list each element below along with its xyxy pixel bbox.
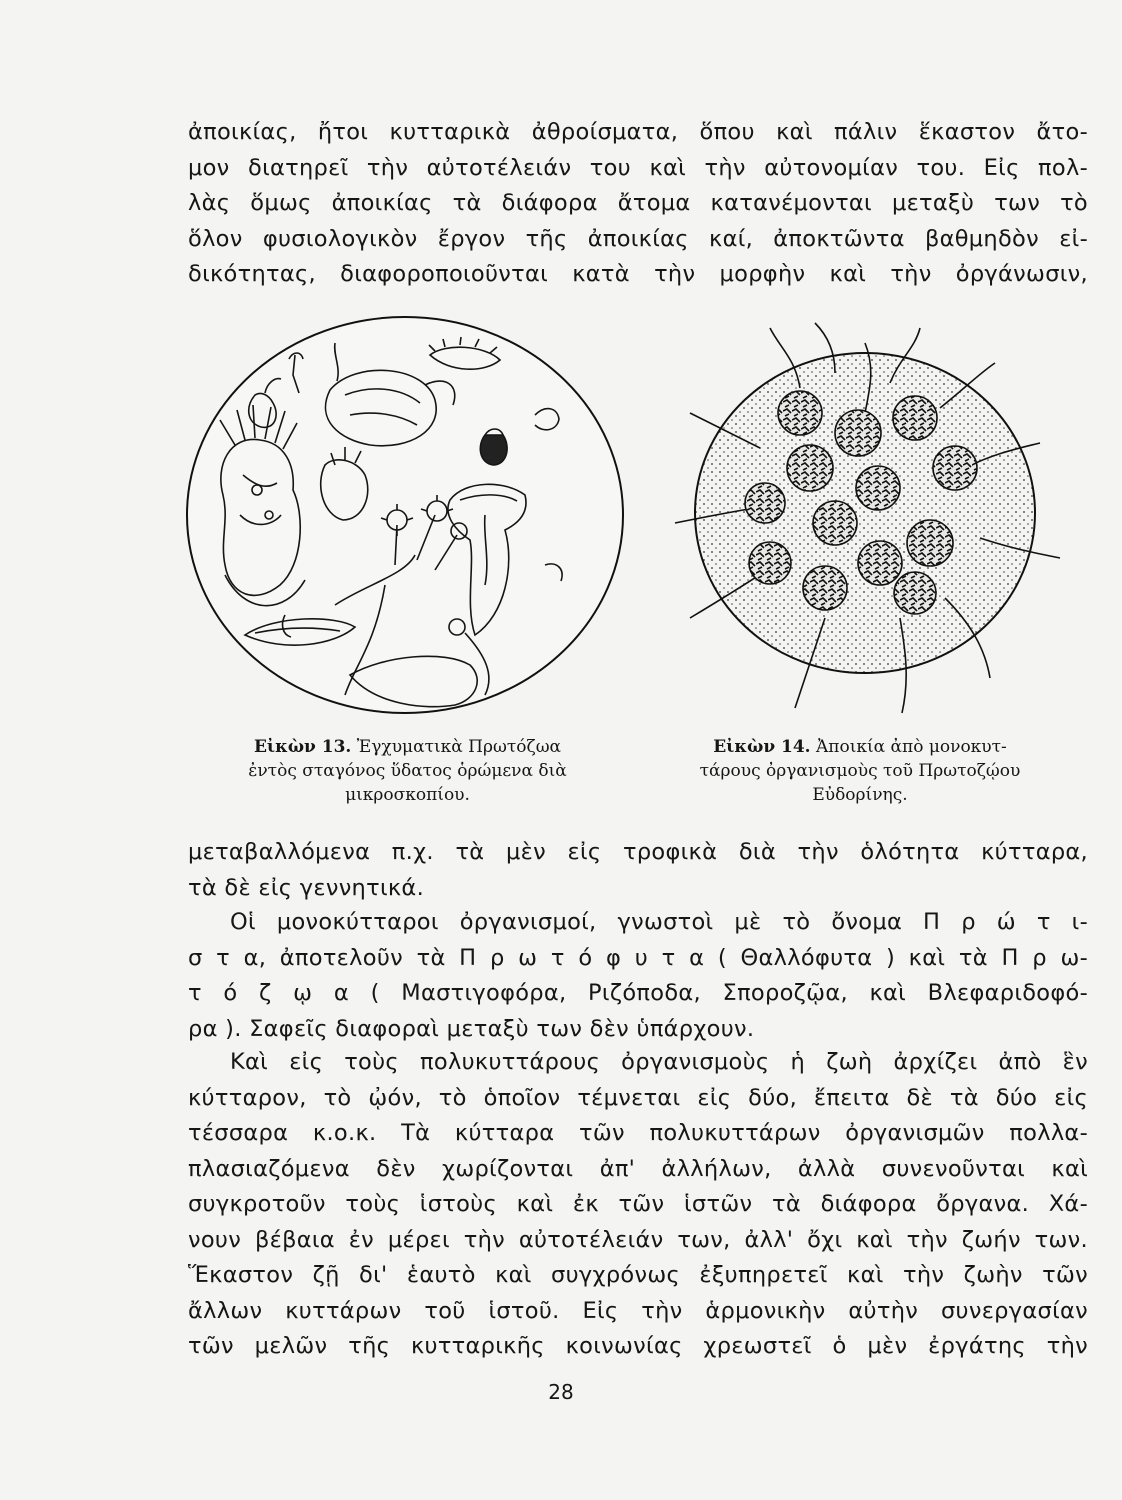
paragraph-multicellular [188, 1045, 1088, 1365]
text-line: ἀποικίας, ἤτοι κυτταρικὰ ἀθροίσματα, ὅπου καὶ πάλιν ἕκαστον ἄτο- [188, 119, 1088, 145]
figure-13-caption [195, 735, 620, 807]
figure-14-label: Εἰκὼν 14. [713, 737, 811, 757]
text-line: τῶν μελῶν τῆς κυτταρικῆς κοινωνίας χρεωστεῖ ὁ μὲν ἐργάτης τὴν [188, 1333, 1088, 1359]
figure-14-caption-line-1: Ἀποικία ἀπὸ μονοκυτ- [816, 737, 1007, 757]
text-line: ὅλον φυσιολογικὸν ἔργον τῆς ἀποικίας καί, ἀποκτῶντα βαθμηδὸν εἰ- [188, 225, 1088, 252]
figure-13-caption-line-1: Ἐγχυματικὰ Πρωτόζωα [356, 737, 562, 757]
figure-14-eudorina-colony-illustration [630, 318, 1090, 728]
text-line: τέσσαρα κ.ο.κ. Τὰ κύτταρα τῶν πολυκυττάρων ὀργανισμῶν πολλα- [188, 1120, 1088, 1146]
paragraph-protista [188, 905, 1088, 1047]
text-line: ἄλλων κυττάρων τοῦ ἱστοῦ. Εἰς τὴν ἁρμονικὴν αὐτὴν συνεργασίαν [188, 1297, 1088, 1324]
text-line: ρα ). Σαφεῖς διαφοραὶ μεταξὺ των δὲν ὑπάρχουν. [188, 1015, 755, 1042]
text-line: Καὶ εἰς τοὺς πολυκυττάρους ὀργανισμοὺς ἡ ζωὴ ἀρχίζει ἀπὸ ἓν [230, 1049, 1088, 1075]
text-line: Οἱ μονοκύτταροι ὀργανισμοί, γνωστοὶ μὲ τὸ ὄνομα Π ρ ώ τ ι- [230, 909, 1088, 935]
paragraph-after-figures [188, 835, 1088, 906]
figure-13-protozoa-illustration [185, 315, 625, 715]
text-line: Ἕκαστον ζῇ δι' ἑαυτὸ καὶ συγχρόνως ἐξυπηρετεῖ καὶ τὴν ζωὴν τῶν [188, 1262, 1088, 1288]
figure-14-caption-line-2: τάρους ὀργανισμοὺς τοῦ Πρωτοζῴου [699, 761, 1021, 781]
text-line: συγκροτοῦν τοὺς ἱστοὺς καὶ ἐκ τῶν ἱστῶν τὰ διάφορα ὄργανα. Χά- [188, 1191, 1088, 1217]
figure-13-caption-line-3: μικροσκοπίου. [345, 785, 470, 805]
text-line: πλασιαζόμενα δὲν χωρίζονται ἀπ' ἀλλήλων, ἀλλὰ συνενοῦνται καὶ [188, 1155, 1088, 1182]
figure-14-caption-line-3: Εὐδορίνης. [812, 785, 908, 805]
text-line: λὰς ὅμως ἀποικίας τὰ διάφορα ἄτομα κατανέμονται μεταξὺ των τὸ [188, 190, 1088, 216]
text-line: σ τ α, ἀποτελοῦν τὰ Π ρ ω τ ό φ υ τ α ( Θαλλόφυτα ) καὶ τὰ Π ρ ω- [188, 944, 1088, 971]
figure-13-caption-line-2: ἐντὸς σταγόνος ὕδατος ὁρώμενα διὰ [248, 761, 567, 781]
text-line: μον διατηρεῖ τὴν αὐτοτέλειάν του καὶ τὴν αὐτονομίαν του. Εἰς πολ- [188, 154, 1088, 181]
text-line: κύτταρον, τὸ ᾠόν, τὸ ὁποῖον τέμνεται εἰς δύο, ἔπειτα δὲ τὰ δύο εἰς [188, 1084, 1088, 1111]
text-line: τ ό ζ ῳ α ( Μαστιγοφόρα, Ριζόποδα, Σποροζῷα, καὶ Βλεφαριδοφό- [188, 980, 1088, 1006]
text-line: δικότητας, διαφοροποιοῦνται κατὰ τὴν μορφὴν καὶ τὴν ὀργάνωσιν, [188, 261, 1088, 287]
figure-13-label: Εἰκὼν 13. [253, 737, 352, 757]
text-line: μεταβαλλόμενα π.χ. τὰ μὲν εἰς τροφικὰ διὰ τὴν ὁλότητα κύτταρα, [188, 839, 1088, 865]
text-line: τὰ δὲ εἰς γεννητικά. [188, 874, 425, 901]
text-line: νουν βέβαια ἐν μέρει τὴν αὐτοτέλειάν των, ἀλλ' ὄχι καὶ τὴν ζωήν των. [188, 1226, 1088, 1253]
figure-14-caption [630, 735, 1090, 807]
page-number: 28 [548, 1380, 574, 1404]
paragraph-top [188, 115, 1088, 293]
